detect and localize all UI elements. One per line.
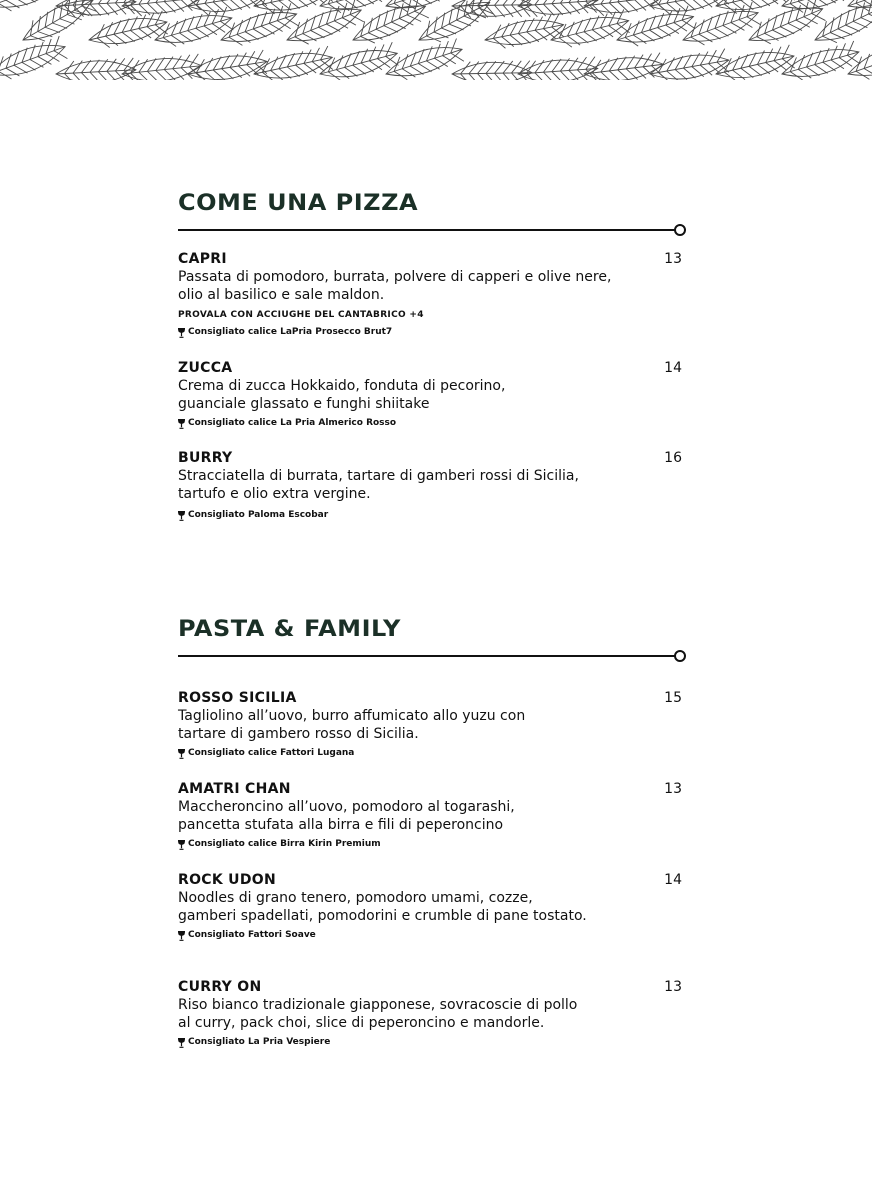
section-rule — [178, 650, 686, 662]
item-pairing — [178, 1036, 686, 1049]
item-pairing — [178, 747, 686, 760]
wine-glass-icon — [178, 511, 185, 521]
section-rule — [178, 224, 686, 236]
item-description-line: Riso bianco tradizionale giapponese, sovracoscie di pollo — [178, 997, 578, 1013]
item-pairing — [178, 838, 686, 851]
item-description-line: al curry, pack choi, slice di peperoncino e mandorle. — [178, 1015, 545, 1031]
item-description-line: guanciale glassato e funghi shiitake — [178, 396, 430, 412]
wine-glass-icon — [178, 419, 185, 429]
menu-item-rosso-sicilia — [178, 689, 686, 760]
pairing-text: Consigliato Paloma Escobar — [188, 510, 329, 520]
pairing-text: Consigliato Fattori Soave — [188, 930, 316, 940]
item-pairing — [178, 326, 686, 339]
pairing-text: Consigliato calice Birra Kirin Premium — [188, 839, 381, 849]
item-price: 13 — [664, 781, 682, 797]
section-title: PASTA & FAMILY — [178, 616, 401, 642]
item-description-line: pancetta stufata alla birra e fili di peperoncino — [178, 817, 504, 833]
item-name: ROSSO SICILIA — [178, 690, 297, 706]
item-name: CAPRI — [178, 251, 227, 267]
item-name: BURRY — [178, 450, 233, 466]
item-pairing — [178, 929, 686, 942]
item-price: 14 — [664, 360, 682, 376]
pairing-text: Consigliato La Pria Vespiere — [188, 1037, 331, 1047]
item-name: CURRY ON — [178, 979, 262, 995]
menu-item-rock-udon — [178, 871, 686, 942]
item-description-line: Maccheroncino all’uovo, pomodoro al togarashi, — [178, 799, 515, 815]
rule-line — [178, 655, 676, 657]
menu-item-curry-on — [178, 978, 686, 1049]
item-description-line: Noodles di grano tenero, pomodoro umami, cozze, — [178, 890, 533, 906]
item-description-line: tartare di gambero rosso di Sicilia. — [178, 726, 419, 742]
item-description-line: Tagliolino all’uovo, burro affumicato allo yuzu con — [178, 708, 526, 724]
item-description — [178, 707, 618, 743]
item-description — [178, 467, 618, 503]
item-description-line: Crema di zucca Hokkaido, fonduta di pecorino, — [178, 378, 506, 394]
section-come-una-pizza — [178, 190, 686, 530]
wine-glass-icon — [178, 328, 185, 338]
item-description-line: Passata di pomodoro, burrata, polvere di capperi e olive nere, — [178, 269, 612, 285]
circle-endpoint-icon — [674, 224, 686, 236]
section-title: COME UNA PIZZA — [178, 190, 419, 216]
item-price: 13 — [664, 251, 682, 267]
item-name: ZUCCA — [178, 360, 233, 376]
wine-glass-icon — [178, 840, 185, 850]
item-description — [178, 889, 648, 925]
item-description-line: olio al basilico e sale maldon. — [178, 287, 385, 303]
menu-item-amatri-chan — [178, 780, 686, 851]
item-extra-note: PROVALA CON ACCIUGHE DEL CANTABRICO +4 — [178, 310, 424, 320]
wine-glass-icon — [178, 1038, 185, 1048]
pairing-text: Consigliato calice LaPria Prosecco Brut7 — [188, 327, 393, 337]
item-description-line: tartufo e olio extra vergine. — [178, 486, 371, 502]
item-pairing — [178, 417, 686, 430]
section-pasta-family — [178, 616, 686, 1066]
item-price: 14 — [664, 872, 682, 888]
wine-glass-icon — [178, 931, 185, 941]
item-price: 16 — [664, 450, 682, 466]
item-price: 15 — [664, 690, 682, 706]
item-description — [178, 268, 618, 304]
menu-item-zucca — [178, 359, 686, 430]
item-name: ROCK UDON — [178, 872, 276, 888]
menu-item-capri — [178, 250, 686, 339]
rule-line — [178, 229, 676, 231]
circle-endpoint-icon — [674, 650, 686, 662]
menu-item-burry — [178, 449, 686, 522]
item-price: 13 — [664, 979, 682, 995]
item-pairing — [178, 509, 686, 522]
item-description-line: Stracciatella di burrata, tartare di gamberi rossi di Sicilia, — [178, 468, 579, 484]
item-description — [178, 377, 618, 413]
item-description-line: gamberi spadellati, pomodorini e crumble di pane tostato. — [178, 908, 587, 924]
item-name: AMATRI CHAN — [178, 781, 291, 797]
leaf-pattern-banner — [0, 0, 872, 80]
wine-glass-icon — [178, 749, 185, 759]
pairing-text: Consigliato calice La Pria Almerico Rosso — [188, 418, 397, 428]
item-description — [178, 996, 618, 1032]
item-description — [178, 798, 618, 834]
pairing-text: Consigliato calice Fattori Lugana — [188, 748, 355, 758]
